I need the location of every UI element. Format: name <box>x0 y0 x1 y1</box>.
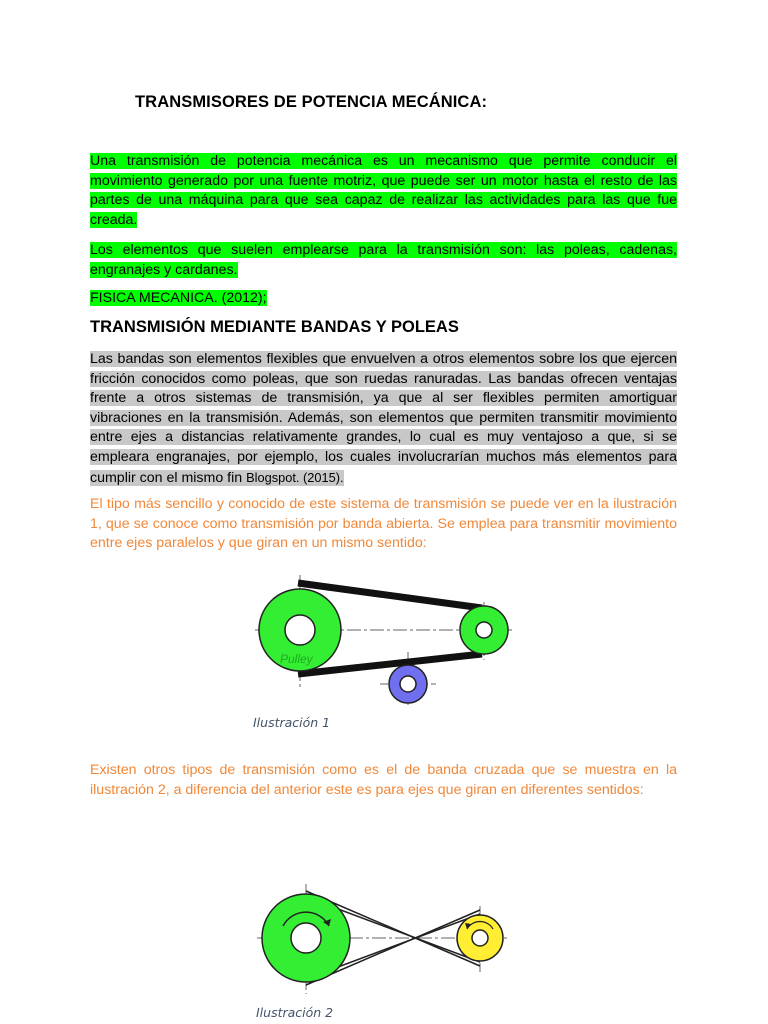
highlighted-text: Los elementos que suelen emplearse para la transmisión son: las poleas, cadenas, engranajes y cardanes. <box>90 242 677 278</box>
caption-illustration-2: Ilustración 2 <box>256 1005 334 1020</box>
highlighted-text: Una transmisión de potencia mecánica es un mecanismo que permite conducir el movimiento generado por una fuente motriz, que puede ser un motor hasta el resto de las partes de una máquina para que sea capaz de realizar las actividades para las que fue creada. <box>90 153 677 228</box>
paragraph-open-belt: El tipo más sencillo y conocido de este sistema de transmisión se puede ver en la ilustración 1, que se conoce como transmisión por banda abierta. Se emplea para transmitir movimiento entre ejes paralelos y que giran en un mismo sentido: <box>90 496 677 552</box>
paragraph-bands <box>90 350 677 488</box>
highlighted-text: FISICA MECANICA. (2012); <box>90 290 267 306</box>
paragraph-crossed-belt: Existen otros tipos de transmisión como es el de banda cruzada que se muestra en la ilustración 2, a diferencia del anterior este es para ejes que giran en diferentes sentidos: <box>90 762 677 798</box>
paragraph-definition <box>90 152 677 230</box>
citation-fisica-mecanica <box>90 289 677 309</box>
paragraph-bands-text: Las bandas son elementos flexibles que envuelven a otros elementos sobre los que ejercen fricción conocidos como poleas, que son ruedas ranuradas. Las bandas ofrecen ventajas frente a otros sistemas de transmisión, ya que al ser flexibles permiten amortiguar vibraciones en la transmisión. Además, son elementos que permiten transmitir movimiento entre ejes a distancias relativamente grandes, lo cual es muy ventajoso a que, si se empleara engranajes, por ejemplo, los cuales involucrarían muchos más elementos para cumplir con el mismo fin <box>90 351 677 486</box>
open-belt-illustration <box>250 570 520 710</box>
crossed-belt-illustration <box>255 882 520 1000</box>
paragraph-elements <box>90 241 677 280</box>
highlighted-text <box>90 351 677 486</box>
document-title: TRANSMISORES DE POTENCIA MECÁNICA: <box>135 93 488 111</box>
caption-illustration-1: Ilustración 1 <box>253 715 331 730</box>
section-heading: TRANSMISIÓN MEDIANTE BANDAS Y POLEAS <box>90 318 459 336</box>
pulley-label: Pulley <box>280 652 313 666</box>
citation-blogspot: Blogspot. (2015). <box>246 469 344 485</box>
